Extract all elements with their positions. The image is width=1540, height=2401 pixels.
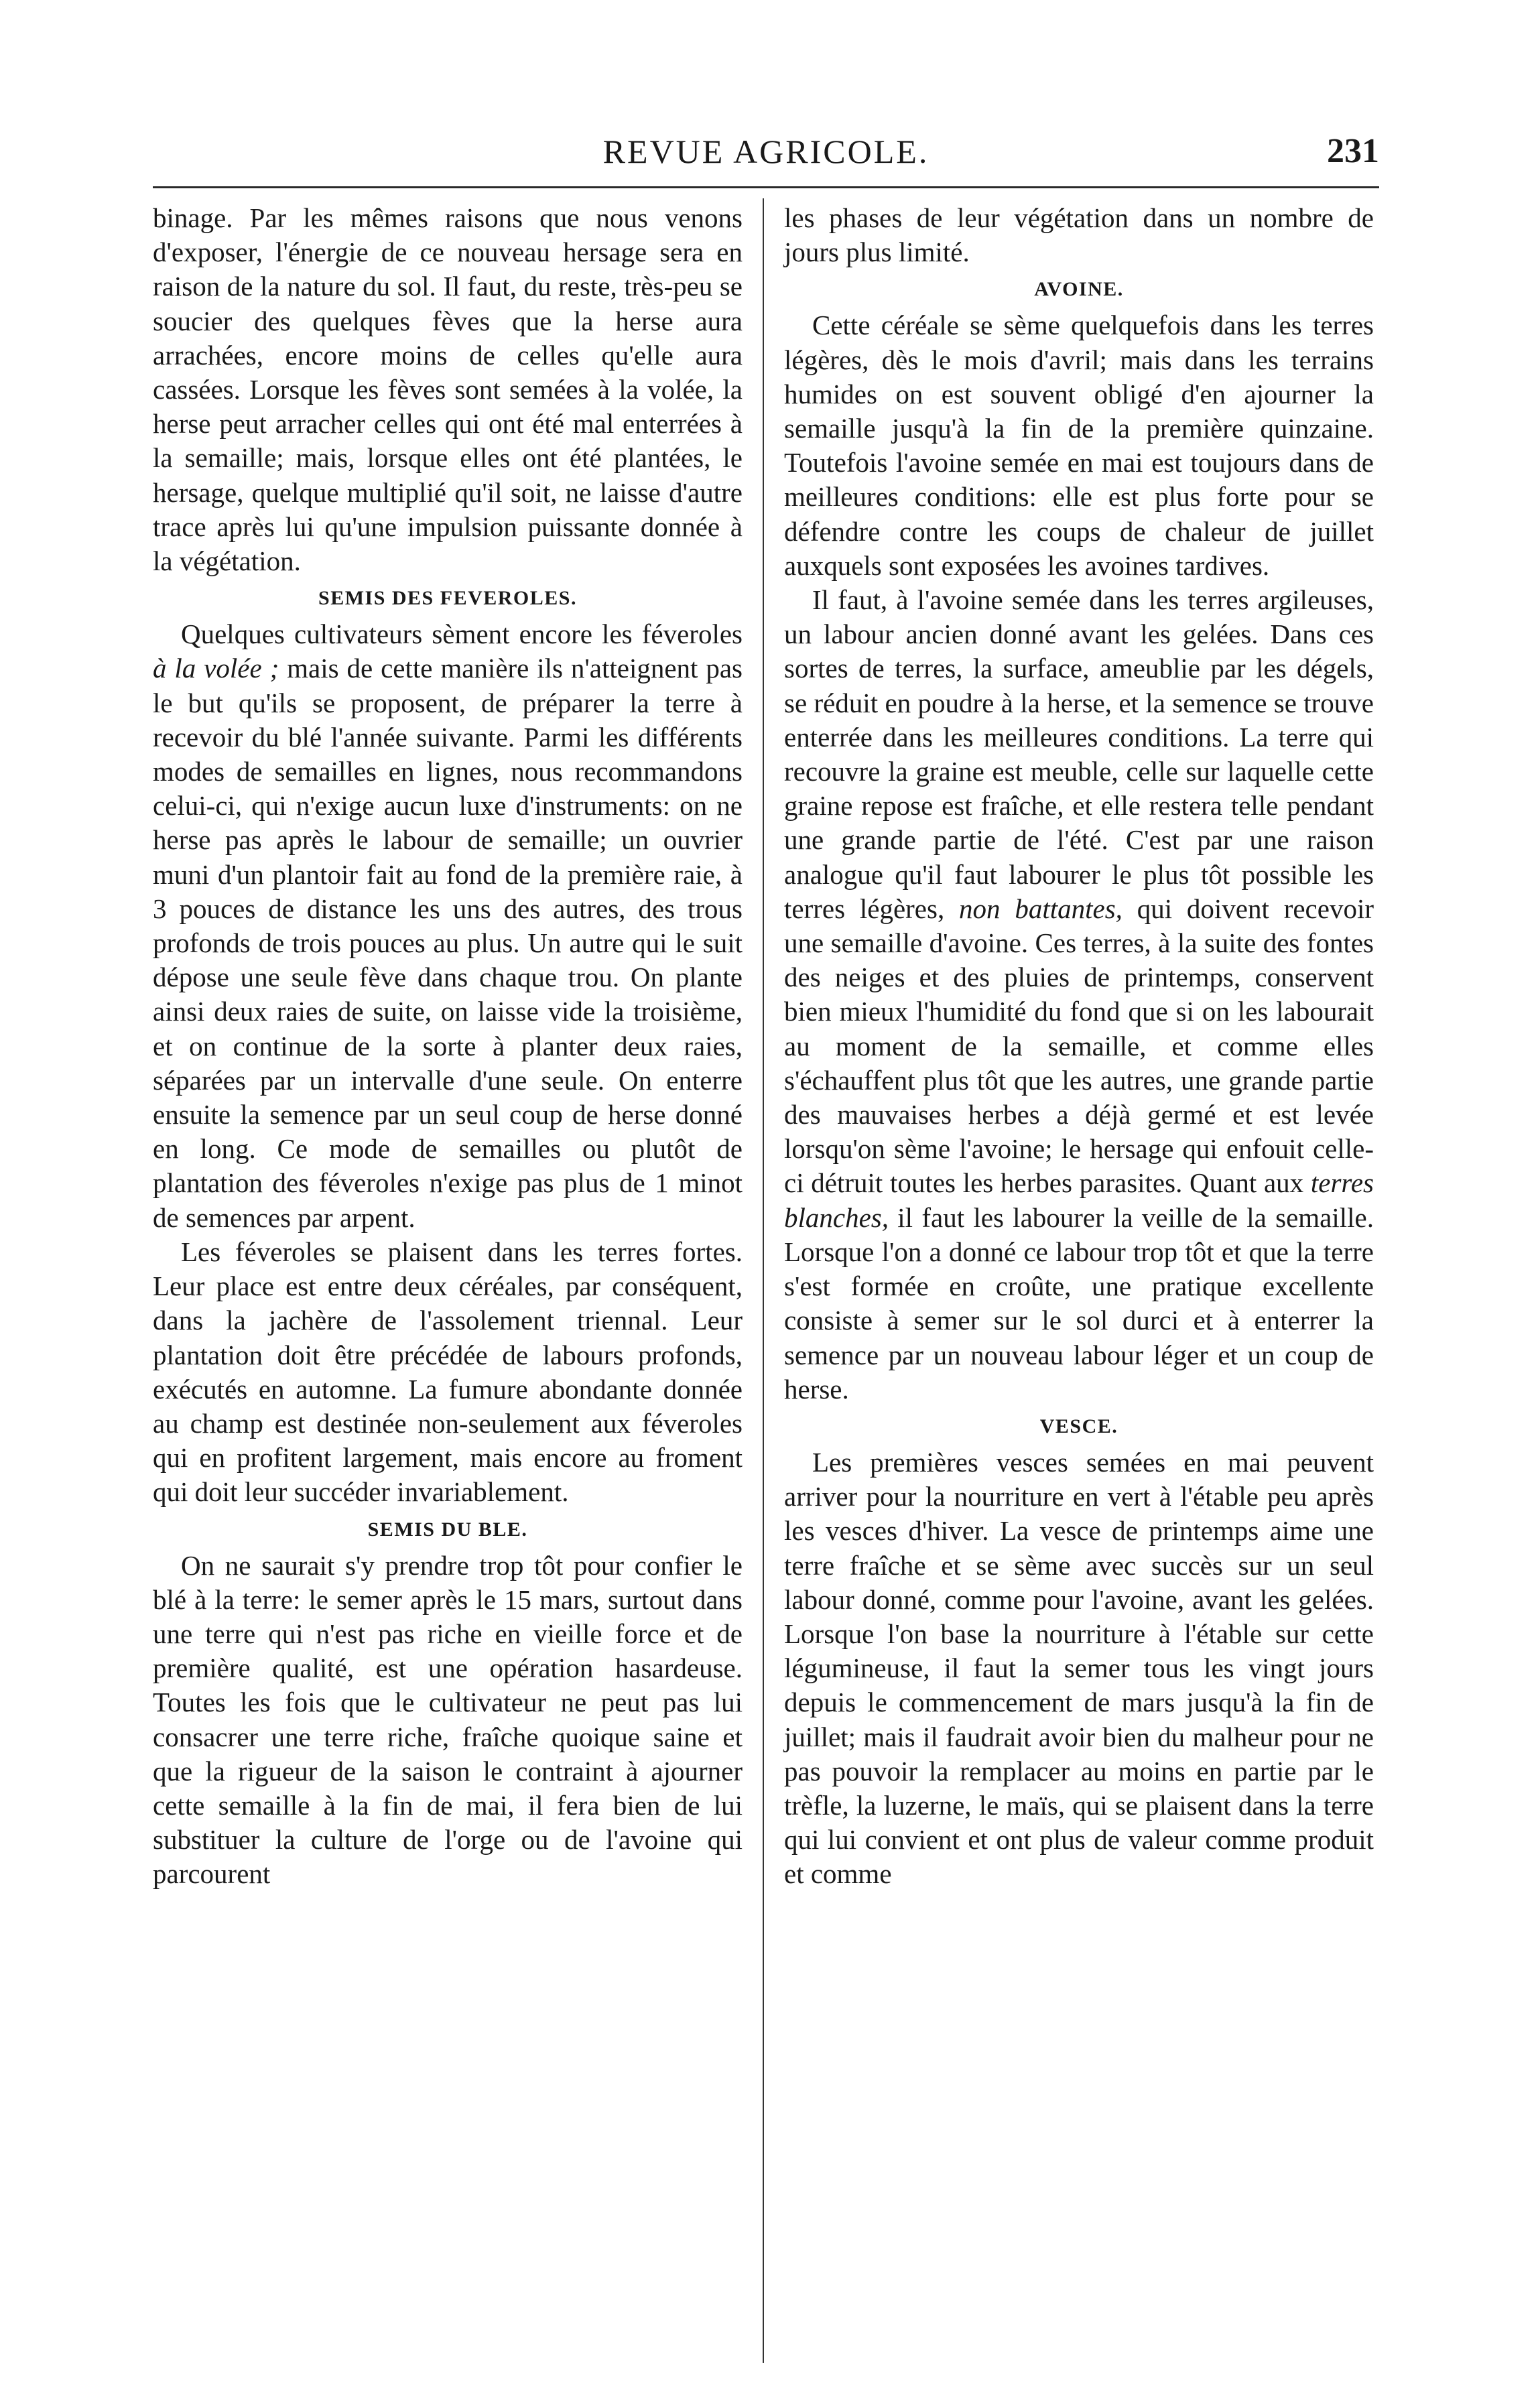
section-heading-feveroles: SEMIS DES FEVEROLES. xyxy=(318,587,577,610)
paragraph-avoine-semaille: Cette céréale se sème quelquefois dans les terres légères, dès le mois d'avril; mais dans les terrains humides on est souvent obligé d'en ajourner la semaille jusqu'à la fin de la première quinzaine. Toutefois l'avoine semée en mai est toujours dans de meilleures conditions: elle est plus forte pour se défendre contre les coups de chaleur de juillet auxquels sont exposées les avoines tardives. xyxy=(784,310,1374,581)
section-heading-vesce: VESCE. xyxy=(1039,1415,1118,1437)
paragraph-feveroles-terres: Les féveroles se plaisent dans les terres fortes. Leur place est entre deux céréales, par conséquent, dans la jachère de l'assolement triennal. Leur plantation doit être précédée de labours profonds, exécutés en automne. La fumure abondante donnée au champ est destinée non-seulement aux féveroles qui en profitent largement, mais encore au froment qui doit leur succéder invariablement. xyxy=(153,1236,743,1508)
italic-run: terres blanches, xyxy=(784,1167,1374,1233)
paragraph-feveroles-semis xyxy=(153,617,743,1235)
page-number: 231 xyxy=(1327,132,1379,170)
column-divider xyxy=(763,198,764,2363)
header-rule xyxy=(153,186,1379,188)
section-heading-avoine: AVOINE. xyxy=(1034,278,1124,301)
text-run: Quelques cultivateurs sèment encore les féveroles xyxy=(181,619,743,650)
paragraph-continuation: les phases de leur végétation dans un nombre de jours plus limité. xyxy=(784,202,1374,268)
italic-run: non battantes, xyxy=(959,893,1122,924)
paragraph-avoine-labour xyxy=(784,583,1374,1407)
paragraph-vesce: Les premières vesces semées en mai peuvent arriver pour la nourriture en vert à l'étable peu après les vesces d'hiver. La vesce de printemps aime une terre fraîche et se sème avec succès sur un seul labour donné, comme pour l'avoine, avant les gelées. Lorsque l'on base la nourriture à l'étable sur cette légumineuse, il faut la semer tous les vingt jours depuis le commencement de mars jusqu'à la fin de juillet; mais il faudrait avoir bien du malheur pour ne pas pouvoir la remplacer au moins en partie par le trèfle, la luzerne, le maïs, qui se plaisent dans la terre qui lui convient et ont plus de valeur comme produit et comme xyxy=(784,1446,1374,1890)
running-title: REVUE AGRICOLE. xyxy=(602,133,929,170)
text-run: il faut les labourer la veille de la semaille. Lorsque l'on a donné ce labour trop tôt et que la terre s'est formée en croûte, une pratique excellente consiste à semer sur le sol durci et à enterrer la semence par un nouveau labour léger et un coup de herse. xyxy=(784,1202,1374,1405)
text-run: Il faut, à l'avoine semée dans les terres argileuses, un labour ancien donné avant les gelées. Dans ces sortes de terres, la surface, ameublie par les dégels, se réduit en poudre à la herse, et la semence se trouve enterrée dans les meilleures conditions. La terre qui recouvre la graine est meuble, celle sur laquelle cette graine repose est fraîche, et elle restera telle pendant une grande partie de l'été. C'est par une raison analogue qu'il faut labourer le plus tôt possible les terres légères, xyxy=(784,584,1374,924)
section-heading-ble: SEMIS DU BLE. xyxy=(367,1518,528,1541)
paragraph-ble: On ne saurait s'y prendre trop tôt pour confier le blé à la terre: le semer après le 15 mars, surtout dans une terre qui n'est pas riche en vieille force et de première qualité, est une opération hasardeuse. Toutes les fois que le cultivateur ne peut pas lui consacrer une terre riche, fraîche quoique saine et que la rigueur de la saison le contraint à ajourner cette semaille à la fin de mai, il fera bien de lui substituer la culture de l'orge ou de l'avoine qui parcourent xyxy=(153,1549,743,1890)
left-column xyxy=(153,201,743,1892)
page-header xyxy=(153,125,1379,178)
paragraph-binage: binage. Par les mêmes raisons que nous venons d'exposer, l'énergie de ce nouveau hersage sera en raison de la nature du sol. Il faut, du reste, très-peu se soucier des quelques fèves que la herse aura arrachées, encore moins de celles qu'elle aura cassées. Lorsque les fèves sont semées à la volée, la herse peut arracher celles qui ont été mal enterrées à la semaille; mais, lorsque elles ont été plantées, le hersage, quelque multiplié qu'il soit, ne laisse d'autre trace après lui qu'une impulsion puissante donnée à la végétation. xyxy=(153,202,743,577)
right-column xyxy=(784,201,1374,1892)
text-run: qui doivent recevoir une semaille d'avoine. Ces terres, à la suite des fontes des neiges et des pluies de printemps, conservent bien mieux l'humidité du fond que si on les labourait au moment de la semaille, et comme elles s'échauffent plus tôt que les autres, une grande partie des mauvaises herbes a déjà germé et est levée lorsqu'on sème l'avoine; le hersage qui enfouit celle-ci détruit toutes les herbes parasites. Quant aux xyxy=(784,893,1374,1199)
italic-run: à la volée ; xyxy=(153,653,279,684)
text-run: mais de cette manière ils n'atteignent pas le but qu'ils se proposent, de préparer la terre à recevoir du blé l'année suivante. Parmi les différents modes de semailles en lignes, nous recommandons celui-ci, qui n'exige aucun luxe d'instruments: on ne herse pas après le labour de semaille; un ouvrier muni d'un plantoir fait au fond de la première raie, à 3 pouces de distance les uns des autres, des trous profonds de trois pouces au plus. Un autre qui le suit dépose une seule fève dans chaque trou. On plante ainsi deux raies de suite, on laisse vide la troisième, et on continue de la sorte à planter deux raies, séparées par un intervalle d'une seule. On enterre ensuite la semence par un seul coup de herse donné en long. Ce mode de semailles ou plutôt de plantation des féveroles n'exige pas plus de 1 minot de semences par arpent. xyxy=(153,653,743,1233)
